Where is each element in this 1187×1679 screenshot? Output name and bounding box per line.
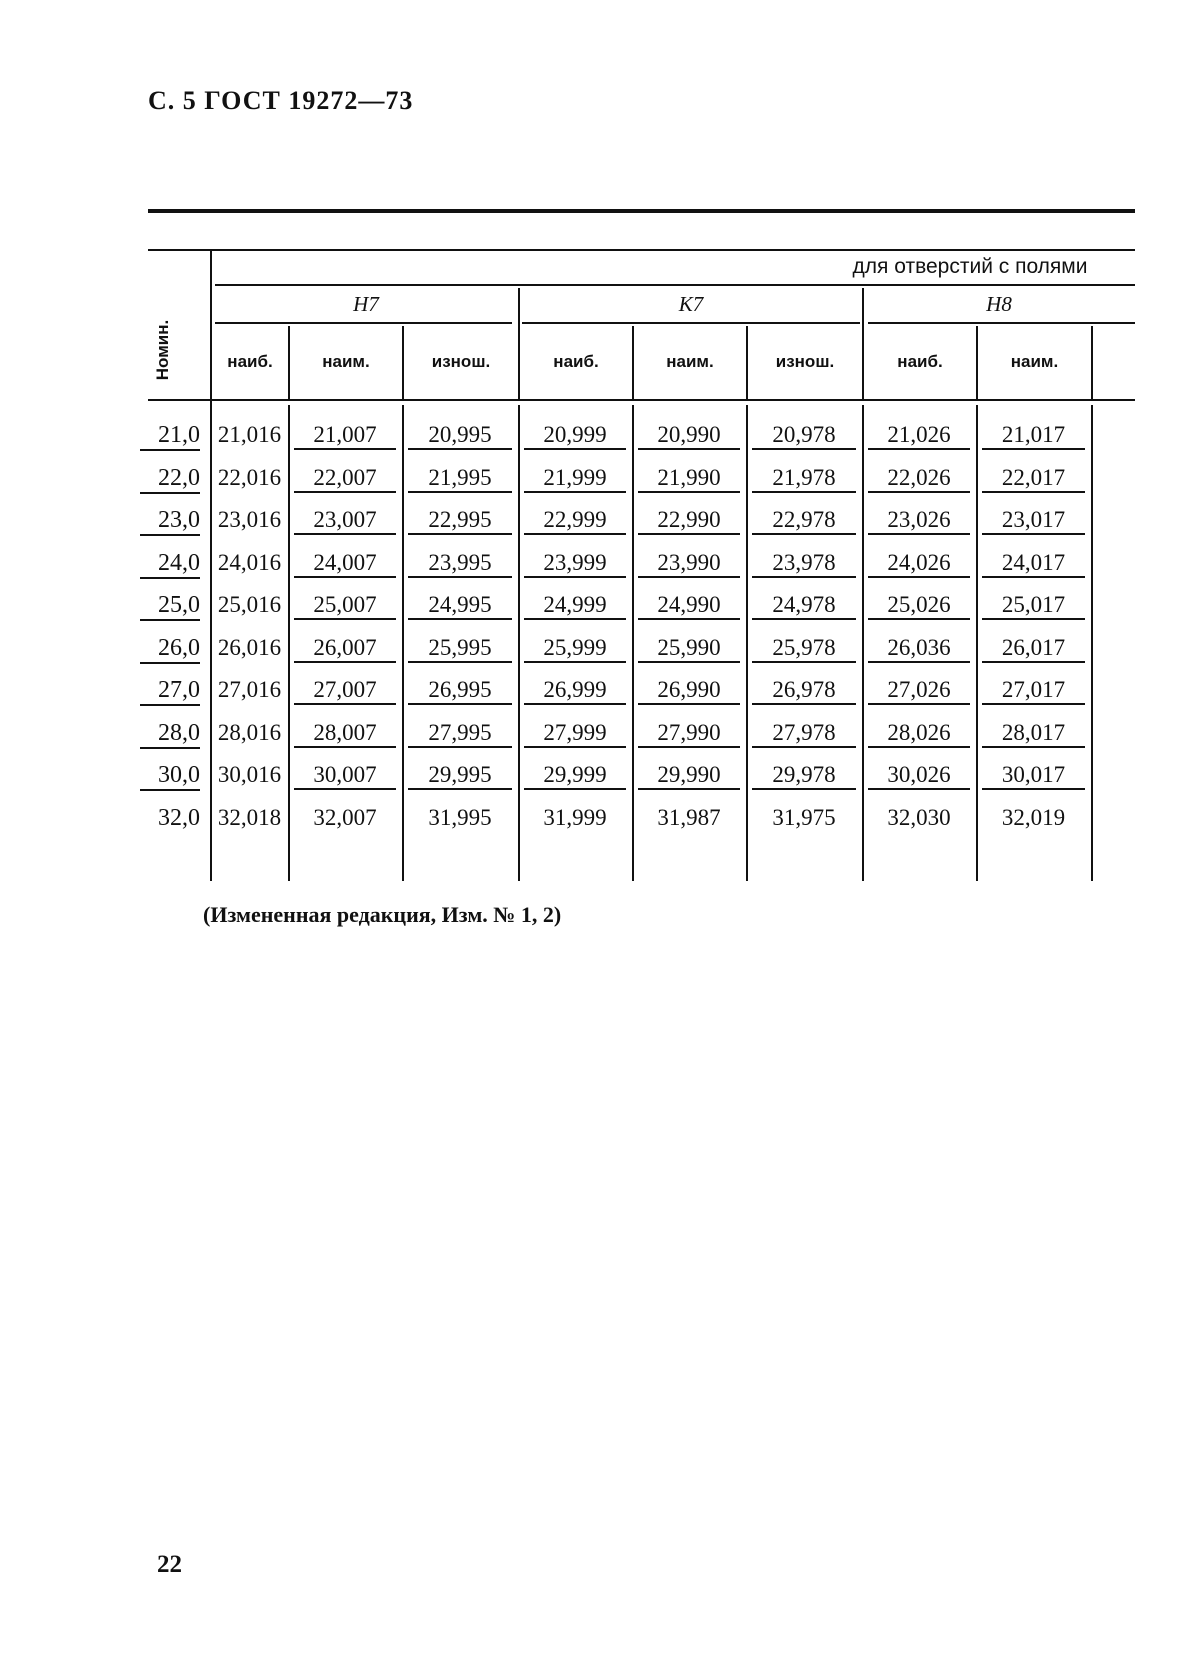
page-number: 22 — [157, 1551, 182, 1578]
value-cell: 32,030 — [887, 804, 951, 830]
subcol-label: наиб. — [227, 352, 273, 371]
value-cell: 26,017 — [982, 635, 1085, 663]
value-cell: 23,007 — [294, 507, 396, 535]
value-cell: 23,978 — [752, 550, 856, 578]
subcol-label: наиб. — [553, 352, 599, 371]
value-cell: 21,017 — [982, 422, 1085, 450]
value-cell: 25,007 — [294, 592, 396, 620]
value-cell: 23,999 — [524, 550, 626, 578]
group-label-k7: K7 — [678, 292, 704, 316]
col-divider — [1091, 326, 1093, 400]
value-cell: 21,990 — [638, 465, 740, 493]
col-divider — [746, 405, 748, 881]
value-cell: 24,995 — [408, 592, 512, 620]
value-cell: 22,978 — [752, 507, 856, 535]
value-cell: 25,990 — [638, 635, 740, 663]
col-divider — [632, 405, 634, 881]
col-divider — [288, 405, 290, 881]
value-cell: 22,995 — [408, 507, 512, 535]
k7-rule — [522, 322, 860, 324]
nominal-cell: 26,0 — [140, 635, 200, 664]
nominal-cell: 21,0 — [140, 422, 200, 451]
value-cell: 32,007 — [313, 804, 377, 830]
group-caption: для отверстий с полями — [852, 255, 1088, 278]
value-cell: 21,999 — [524, 465, 626, 493]
value-cell: 24,017 — [982, 550, 1085, 578]
h7-rule — [215, 322, 512, 324]
col-divider — [402, 405, 404, 881]
col-divider — [976, 405, 978, 881]
row-header: Номин. — [153, 319, 172, 381]
value-cell: 26,999 — [524, 677, 626, 705]
value-cell: 20,995 — [408, 422, 512, 450]
value-cell: 22,999 — [524, 507, 626, 535]
nominal-cell: 24,0 — [140, 550, 200, 579]
value-cell: 24,978 — [752, 592, 856, 620]
value-cell: 25,016 — [217, 592, 282, 617]
nominal-cell: 22,0 — [140, 465, 200, 494]
value-cell: 27,990 — [638, 720, 740, 748]
nominal-cell: 32,0 — [158, 804, 200, 831]
nominal-cell: 30,0 — [140, 762, 200, 791]
value-cell: 21,016 — [217, 422, 282, 447]
value-cell: 24,026 — [868, 550, 970, 578]
subcol-label: изнош. — [775, 352, 835, 371]
value-cell: 31,995 — [428, 804, 492, 830]
page-header: С. 5 ГОСТ 19272—73 — [148, 86, 414, 115]
value-cell: 29,990 — [638, 762, 740, 790]
value-cell: 28,017 — [982, 720, 1085, 748]
value-cell: 31,987 — [657, 804, 721, 830]
value-cell: 21,026 — [868, 422, 970, 450]
value-cell: 31,999 — [543, 804, 607, 830]
value-cell: 30,017 — [982, 762, 1085, 790]
value-cell: 22,016 — [217, 464, 282, 490]
value-cell: 28,026 — [868, 720, 970, 748]
value-cell: 23,016 — [217, 507, 282, 532]
value-cell: 24,999 — [524, 592, 626, 620]
subcol-label: наим. — [322, 352, 370, 371]
value-cell: 25,017 — [982, 592, 1085, 620]
value-cell: 24,016 — [217, 549, 282, 575]
subcol-label: наиб. — [897, 352, 943, 371]
value-cell: 20,990 — [638, 422, 740, 450]
table-top-rule — [148, 209, 1135, 213]
value-cell: 27,999 — [524, 720, 626, 748]
value-cell: 26,016 — [217, 634, 282, 660]
nominal-cell: 28,0 — [140, 720, 200, 749]
nominal-cell: 27,0 — [140, 677, 200, 706]
value-cell: 25,026 — [868, 592, 970, 620]
value-cell: 23,990 — [638, 550, 740, 578]
revision-note: (Измененная редакция, Изм. № 1, 2) — [203, 902, 562, 927]
group-label-h7: H7 — [353, 292, 379, 316]
subcol-label: наим. — [1010, 352, 1059, 371]
value-cell: 27,016 — [217, 677, 282, 702]
value-cell: 23,995 — [408, 550, 512, 578]
value-cell: 22,026 — [868, 465, 970, 493]
value-cell: 25,999 — [524, 635, 626, 663]
nominal-cell: 23,0 — [140, 507, 200, 536]
table-header-rule — [148, 249, 1135, 251]
value-cell: 28,016 — [217, 719, 282, 745]
value-cell: 22,007 — [294, 465, 396, 493]
h8-rule — [868, 322, 1135, 324]
value-cell: 31,975 — [772, 804, 836, 830]
value-cell: 21,978 — [752, 465, 856, 493]
value-cell: 22,990 — [638, 507, 740, 535]
value-cell: 30,007 — [294, 762, 396, 790]
nominal-cell: 25,0 — [140, 592, 200, 621]
value-cell: 29,978 — [752, 762, 856, 790]
value-cell: 26,990 — [638, 677, 740, 705]
value-cell: 26,007 — [294, 635, 396, 663]
value-cell: 26,995 — [408, 677, 512, 705]
value-cell: 27,017 — [982, 677, 1085, 705]
value-cell: 26,978 — [752, 677, 856, 705]
value-cell: 24,990 — [638, 592, 740, 620]
value-cell: 27,995 — [408, 720, 512, 748]
value-cell: 21,995 — [408, 465, 512, 493]
value-cell: 25,978 — [752, 635, 856, 663]
value-cell: 22,017 — [982, 465, 1085, 493]
value-cell: 29,995 — [408, 762, 512, 790]
value-cell: 24,007 — [294, 550, 396, 578]
value-cell: 30,016 — [217, 762, 282, 787]
value-cell: 32,018 — [217, 804, 282, 830]
subcol-label: изнош. — [431, 352, 491, 371]
group-label-h8: H8 — [986, 292, 1012, 316]
value-cell: 20,999 — [524, 422, 626, 450]
value-cell: 25,995 — [408, 635, 512, 663]
col-divider — [862, 405, 864, 881]
value-cell: 27,007 — [294, 677, 396, 705]
value-cell: 30,026 — [868, 762, 970, 790]
value-cell: 21,007 — [294, 422, 396, 450]
value-cell: 27,026 — [868, 677, 970, 705]
value-cell: 23,017 — [982, 507, 1085, 535]
col-divider — [518, 405, 520, 881]
value-cell: 27,978 — [752, 720, 856, 748]
value-cell: 23,026 — [868, 507, 970, 535]
subcol-label: наим. — [666, 352, 714, 371]
group-caption-rule — [215, 284, 1135, 286]
value-cell: 32,019 — [1001, 804, 1066, 830]
col-divider — [1091, 405, 1093, 881]
value-cell: 29,999 — [524, 762, 626, 790]
value-cell: 26,036 — [868, 635, 970, 663]
header-bottom-rule — [148, 399, 1135, 401]
value-cell: 28,007 — [294, 720, 396, 748]
value-cell: 20,978 — [752, 422, 856, 450]
